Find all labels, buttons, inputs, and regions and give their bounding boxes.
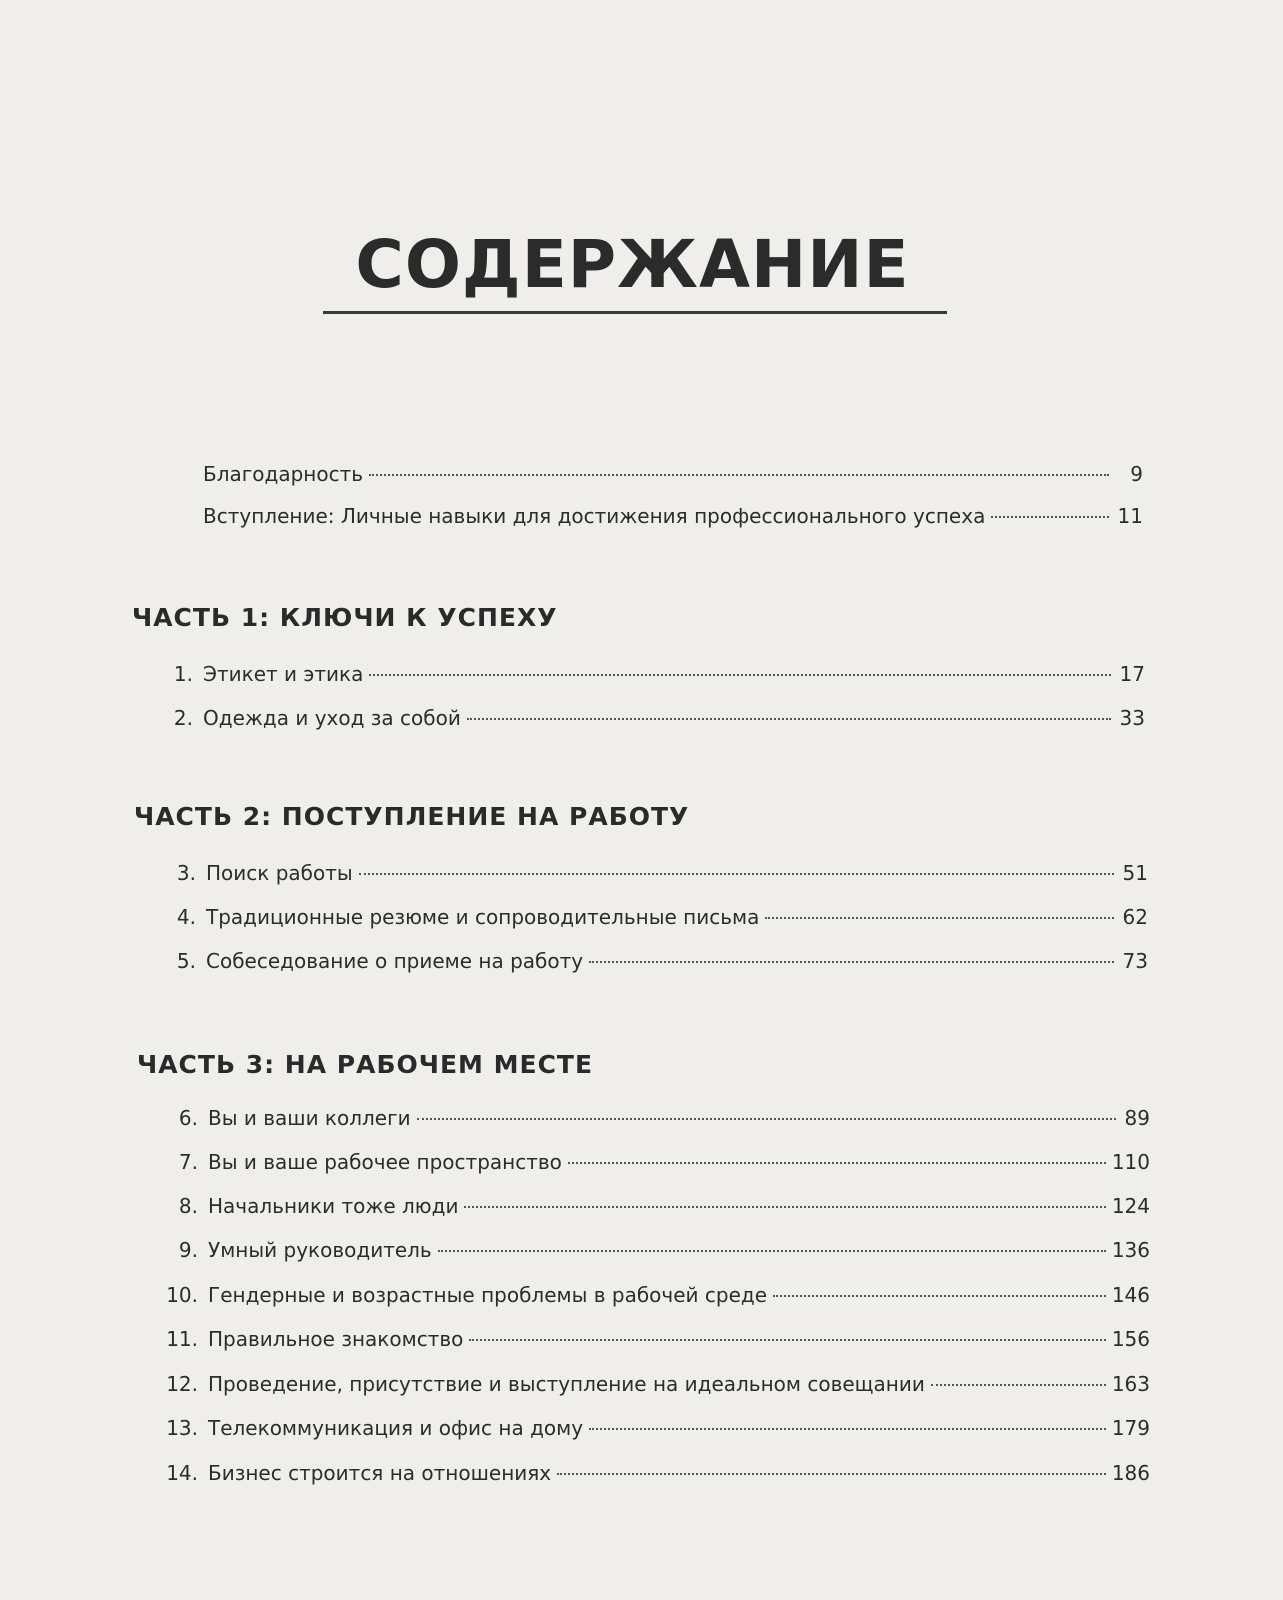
entry-number: 11. xyxy=(166,1327,198,1351)
entry-number: 5. xyxy=(176,949,196,973)
entry-page: 17 xyxy=(1119,662,1145,686)
entry-page: 89 xyxy=(1124,1106,1150,1130)
entry-page: 33 xyxy=(1119,706,1145,730)
toc-entry xyxy=(160,1416,1150,1440)
entry-number: 8. xyxy=(178,1194,198,1218)
dot-leader xyxy=(469,1339,1105,1341)
entry-label: Поиск работы xyxy=(206,861,353,885)
entry-number: 14. xyxy=(166,1461,198,1485)
dot-leader xyxy=(438,1250,1106,1252)
dot-leader xyxy=(359,873,1114,875)
entry-label: Начальники тоже люди xyxy=(208,1194,459,1218)
entry-label: Проведение, присутствие и выступление на идеальном совещании xyxy=(208,1372,925,1396)
toc-entry xyxy=(158,861,1148,885)
toc-entry xyxy=(203,504,1143,528)
entry-page: 163 xyxy=(1111,1372,1150,1396)
dot-leader xyxy=(369,674,1111,676)
toc-entry xyxy=(158,949,1148,973)
dot-leader xyxy=(568,1162,1106,1164)
entry-page: 179 xyxy=(1111,1416,1150,1440)
dot-leader xyxy=(467,718,1111,720)
entry-number: 10. xyxy=(166,1283,198,1307)
entry-page: 146 xyxy=(1111,1283,1150,1307)
toc-entry xyxy=(203,462,1143,486)
entry-label: Одежда и уход за собой xyxy=(203,706,461,730)
entry-number: 6. xyxy=(178,1106,198,1130)
entry-label: Умный руководитель xyxy=(208,1238,432,1262)
entry-label: Бизнес строится на отношениях xyxy=(208,1461,552,1485)
entry-page: 11 xyxy=(1117,504,1143,528)
entry-number: 13. xyxy=(166,1416,198,1440)
dot-leader xyxy=(417,1118,1116,1120)
toc-entry xyxy=(160,1461,1150,1485)
toc-entry xyxy=(160,1150,1150,1174)
part-heading: ЧАСТЬ 1: КЛЮЧИ К УСПЕХУ xyxy=(132,603,558,632)
entry-label: Собеседование о приеме на работу xyxy=(206,949,584,973)
dot-leader xyxy=(589,961,1114,963)
toc-entry xyxy=(160,1283,1150,1307)
entry-label: Вступление: Личные навыки для достижения профессионального успеха xyxy=(203,504,986,528)
entry-page: 73 xyxy=(1122,949,1148,973)
entry-number: 9. xyxy=(178,1238,198,1262)
entry-page: 124 xyxy=(1111,1194,1150,1218)
toc-entry xyxy=(160,1238,1150,1262)
entry-page: 186 xyxy=(1111,1461,1150,1485)
title-underline xyxy=(323,311,947,314)
part-heading: ЧАСТЬ 3: НА РАБОЧЕМ МЕСТЕ xyxy=(137,1050,594,1079)
entry-page: 110 xyxy=(1111,1150,1150,1174)
entry-page: 136 xyxy=(1111,1238,1150,1262)
entry-page: 51 xyxy=(1122,861,1148,885)
entry-label: Телекоммуникация и офис на дому xyxy=(208,1416,584,1440)
dot-leader xyxy=(464,1206,1105,1208)
entry-page: 9 xyxy=(1130,462,1143,486)
entry-label: Благодарность xyxy=(203,462,364,486)
toc-entry xyxy=(160,1372,1150,1396)
entry-label: Традиционные резюме и сопроводительные письма xyxy=(206,905,760,929)
toc-entry xyxy=(160,1106,1150,1130)
toc-entry xyxy=(155,706,1145,730)
page-title: СОДЕРЖАНИЕ xyxy=(355,226,910,303)
entry-label: Гендерные и возрастные проблемы в рабочей среде xyxy=(208,1283,768,1307)
entry-number: 12. xyxy=(166,1372,198,1396)
entry-number: 7. xyxy=(178,1150,198,1174)
dot-leader xyxy=(369,474,1109,476)
entry-number: 2. xyxy=(173,706,193,730)
dot-leader xyxy=(557,1473,1106,1475)
entry-number: 4. xyxy=(176,905,196,929)
entry-label: Вы и ваши коллеги xyxy=(208,1106,411,1130)
dot-leader xyxy=(931,1384,1106,1386)
entry-label: Правильное знакомство xyxy=(208,1327,464,1351)
entry-number: 1. xyxy=(173,662,193,686)
toc-entry xyxy=(158,905,1148,929)
dot-leader xyxy=(773,1295,1106,1297)
dot-leader xyxy=(589,1428,1106,1430)
entry-label: Вы и ваше рабочее пространство xyxy=(208,1150,562,1174)
entry-page: 62 xyxy=(1122,905,1148,929)
toc-entry xyxy=(160,1327,1150,1351)
entry-page: 156 xyxy=(1111,1327,1150,1351)
toc-entry xyxy=(155,662,1145,686)
dot-leader xyxy=(765,917,1114,919)
dot-leader xyxy=(991,516,1109,518)
entry-label: Этикет и этика xyxy=(203,662,364,686)
part-heading: ЧАСТЬ 2: ПОСТУПЛЕНИЕ НА РАБОТУ xyxy=(134,802,690,831)
toc-entry xyxy=(160,1194,1150,1218)
entry-number: 3. xyxy=(176,861,196,885)
